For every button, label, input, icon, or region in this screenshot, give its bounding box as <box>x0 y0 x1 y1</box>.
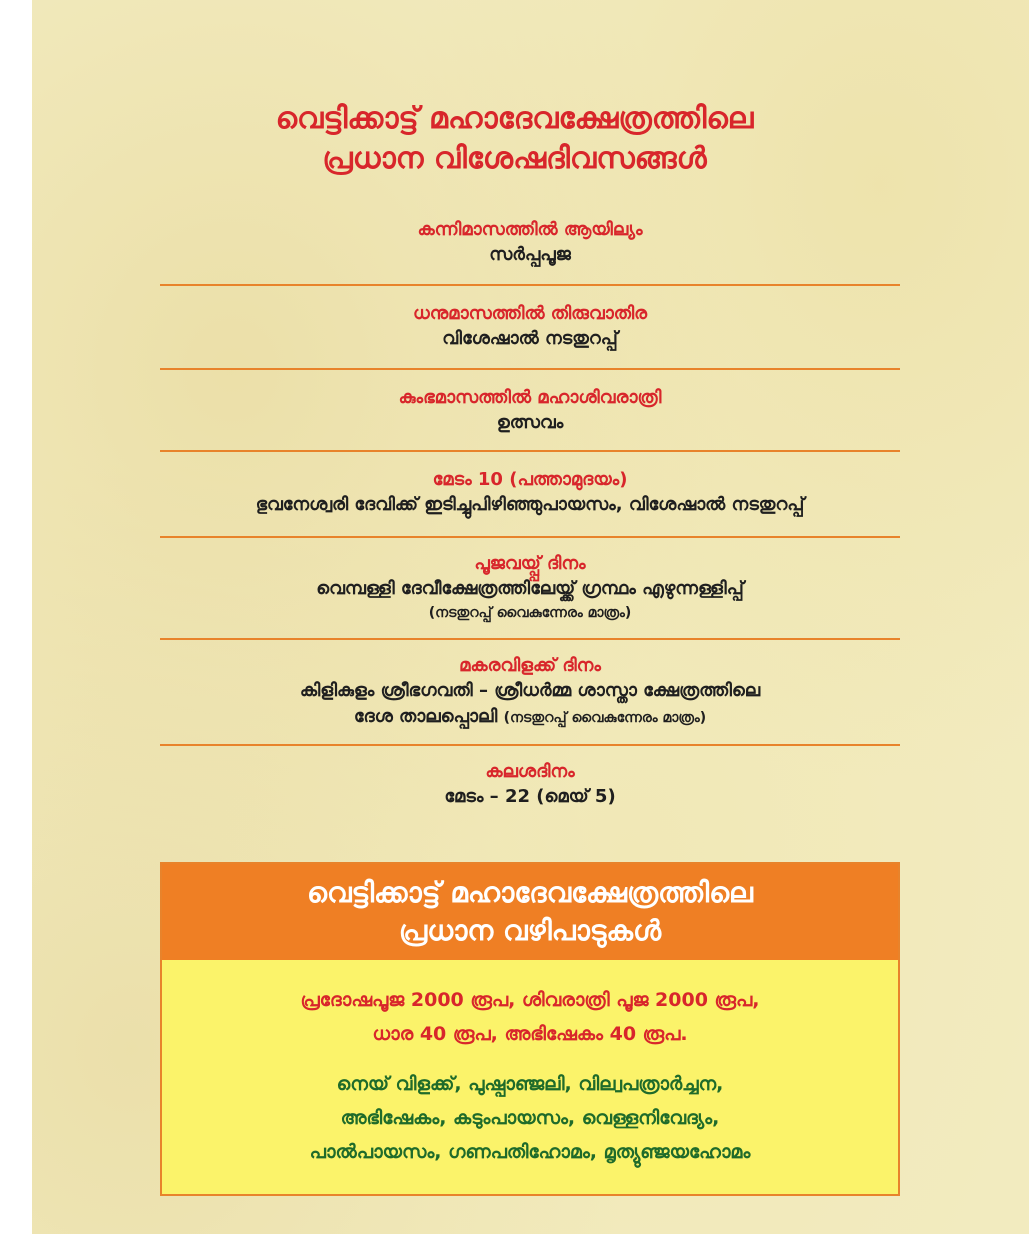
event-title: മേടം 10 (പത്താമുദയം) <box>432 469 628 490</box>
event-description: വെമ്പള്ളി ദേവീക്ഷേത്രത്തിലേയ്ക്ക് ഗ്രന്ഥം എഴുന്നള്ളിപ്പ് <box>316 578 744 599</box>
offerings-title-line1: വെട്ടിക്കാട്ട് മഹാദേവക്ഷേത്രത്തിലെ <box>306 876 754 909</box>
event-description: മേടം – 22 (മെയ് 5) <box>444 786 616 807</box>
offerings-box <box>160 862 900 1196</box>
offering-line: അഭിഷേകം, കടുംപായസം, വെള്ളനിവേദ്യം, <box>340 1107 720 1129</box>
event-title: കലശദിനം <box>485 761 575 782</box>
priced-offering-line: ധാര 40 രൂപ, അഭിഷേകം 40 രൂപ. <box>372 1023 688 1045</box>
event-item <box>160 218 900 268</box>
event-item <box>160 386 900 436</box>
event-description: സർപ്പപൂജ <box>489 244 571 265</box>
event-description-line2 <box>160 704 900 731</box>
page-title-line2: പ്രധാന വിശേഷദിവസങ്ങൾ <box>322 141 707 176</box>
event-note: (നടതുറപ്പ് വൈകുന്നേരം മാത്രം) <box>428 605 632 621</box>
event-description: ഉത്സവം <box>496 412 564 433</box>
event-description-place: ദേശ താലപ്പൊലി <box>353 706 498 727</box>
event-title: മകരവിളക്ക് ദിനം <box>459 655 601 676</box>
offerings-header <box>162 864 898 960</box>
event-title: പൂജവയ്പ്പ് ദിനം <box>474 553 586 574</box>
event-item <box>160 468 900 518</box>
event-description: ഭുവനേശ്വരി ദേവിക്ക് ഇടിച്ചുപിഴിഞ്ഞുപായസം, വിശേഷാൽ നടതുറപ്പ് <box>255 494 805 515</box>
offering-line: പാൽപായസം, ഗണപതിഹോമം, മൃത്യുഞ്ജയഹോമം <box>309 1141 751 1163</box>
event-item <box>160 654 900 731</box>
offering-line: നെയ് വിളക്ക്, പുഷ്പാഞ്ജലി, വില്വപത്രാർച്ചന, <box>336 1073 724 1095</box>
priced-offering-line: പ്രദോഷപൂജ 2000 രൂപ, ശിവരാത്രി പൂജ 2000 രൂപ, <box>300 989 760 1011</box>
divider <box>160 638 900 640</box>
event-title: കന്നിമാസത്തിൽ ആയില്യം <box>417 219 643 240</box>
event-description: കിളികുളം ശ്രീഭഗവതി – ശ്രീധർമ്മ ശാസ്താ ക്ഷേത്രത്തിലെ <box>299 680 761 701</box>
divider <box>160 744 900 746</box>
event-title: ധനുമാസത്തിൽ തിരുവാതിര <box>412 303 647 324</box>
divider <box>160 450 900 452</box>
event-item <box>160 760 900 810</box>
divider <box>160 284 900 286</box>
event-title: കുംഭമാസത്തിൽ മഹാശിവരാത്രി <box>398 387 662 408</box>
divider <box>160 368 900 370</box>
page-title-line1: വെട്ടിക്കാട്ട് മഹാദേവക്ഷേത്രത്തിലെ <box>275 101 754 136</box>
offerings-title-line2: പ്രധാന വഴിപാടുകൾ <box>398 914 662 947</box>
event-item <box>160 552 900 624</box>
divider <box>160 536 900 538</box>
event-item <box>160 302 900 352</box>
event-description: വിശേഷാൽ നടതുറപ്പ് <box>442 328 618 349</box>
event-note: (നടതുറപ്പ് വൈകുന്നേരം മാത്രം) <box>503 710 707 726</box>
